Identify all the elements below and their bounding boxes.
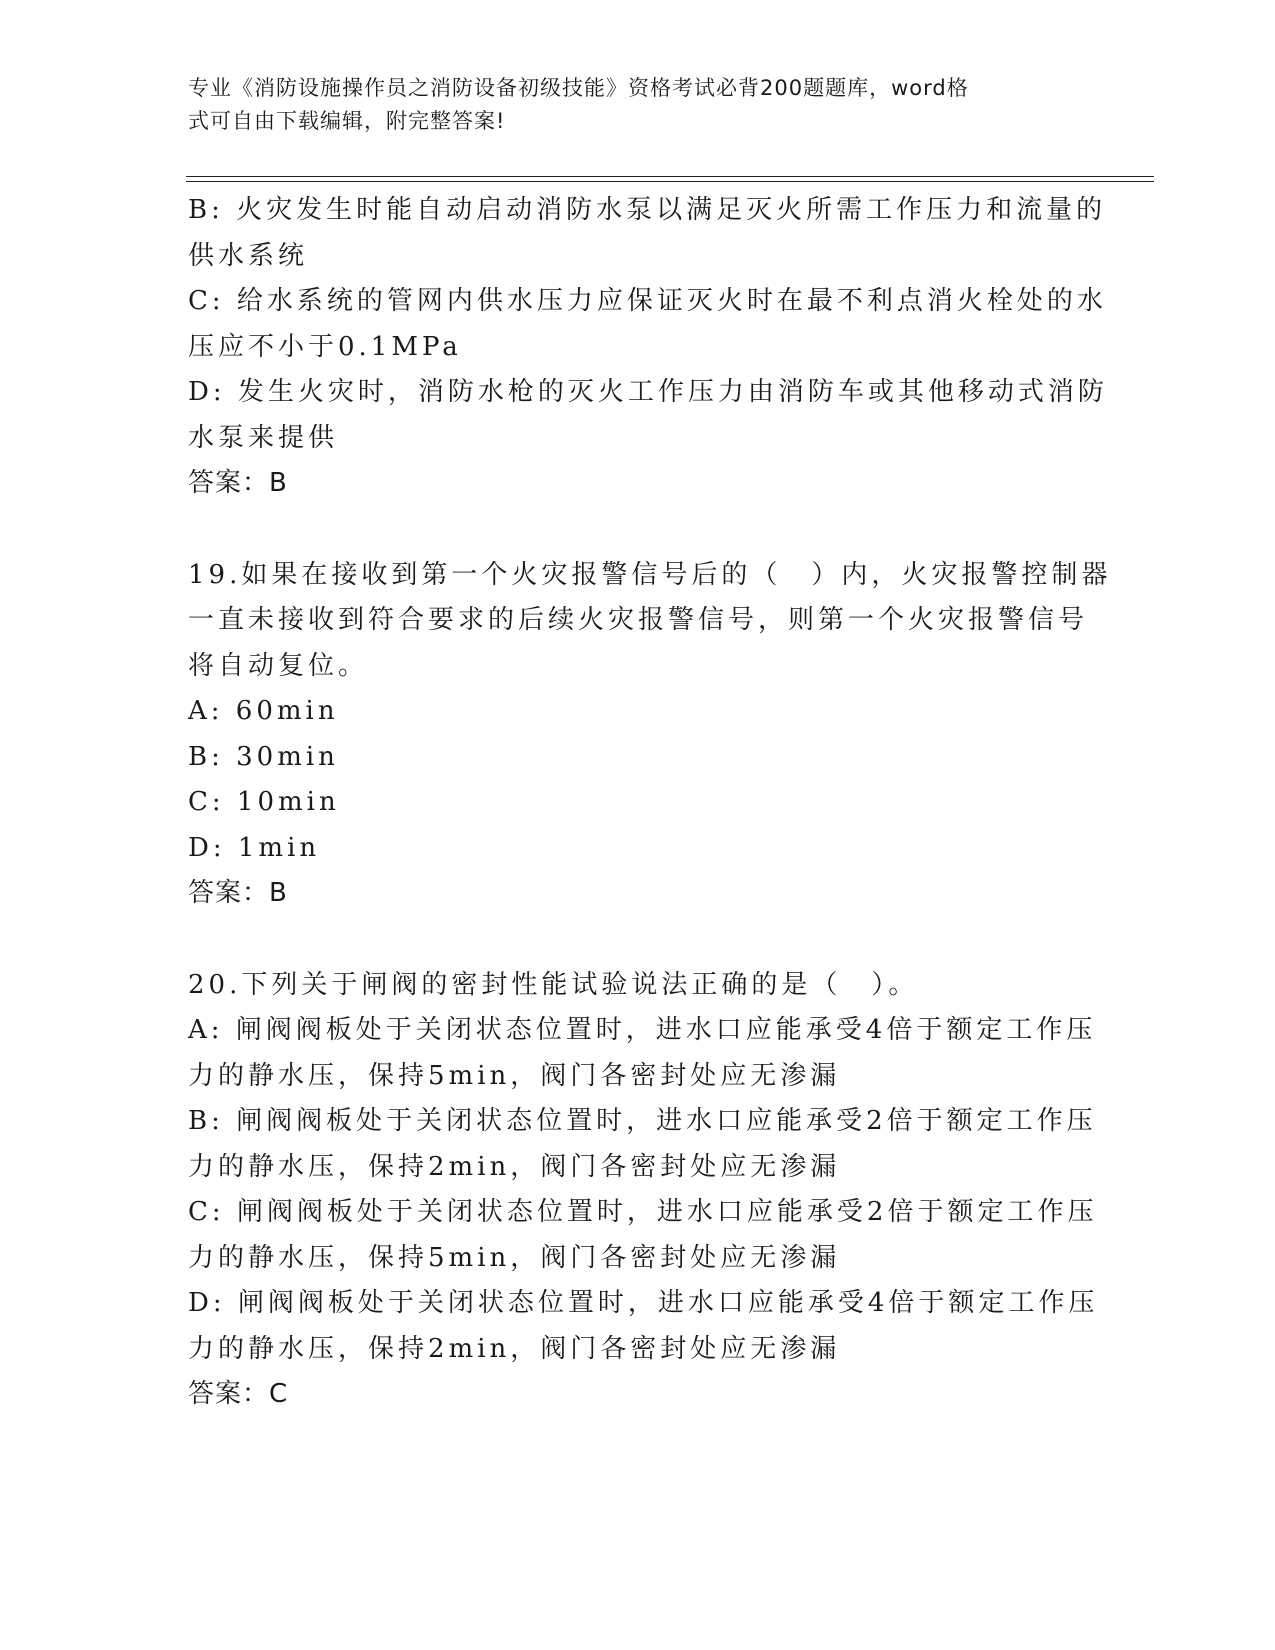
q20-option-d-line-2: 力的静水压，保持2min，阀门各密封处应无渗漏 [188, 1333, 841, 1364]
spacer [188, 507, 1078, 553]
question-20 [188, 963, 1099, 1418]
q18-answer: 答案：B [188, 468, 288, 498]
question-18-continued [188, 188, 1108, 507]
document-body [188, 188, 1112, 1418]
q20-option-c-line-1: C: 闸阀阀板处于关闭状态位置时，进水口应能承受2倍于额定工作压 [188, 1197, 1098, 1227]
q20-option-a-line-2: 力的静水压，保持5min，阀门各密封处应无渗漏 [188, 1060, 841, 1091]
header-line-1: 专业《消防设施操作员之消防设备初级技能》资格考试必背200题题库，word格 [188, 76, 969, 100]
q19-option-b: B: 30min [188, 741, 339, 772]
page-header [188, 72, 1068, 138]
q20-answer: 答案：C [188, 1379, 289, 1409]
q20-option-a-line-1: A: 闸阀阀板处于关闭状态位置时，进水口应能承受4倍于额定工作压 [188, 1015, 1097, 1045]
header-divider-top [186, 176, 1154, 177]
q18-option-b-line-2: 供水系统 [188, 240, 309, 271]
question-19 [188, 553, 1112, 917]
q19-answer: 答案：B [188, 878, 288, 908]
q19-option-d: D: 1min [188, 832, 321, 863]
q19-stem-line-1: 19.如果在接收到第一个火灾报警信号后的（ ）内，火灾报警控制器 [188, 559, 1112, 590]
q19-stem-line-3: 将自动复位。 [188, 650, 369, 681]
q20-option-b-line-2: 力的静水压，保持2min，阀门各密封处应无渗漏 [188, 1151, 841, 1182]
q20-option-b-line-1: B: 闸阀阀板处于关闭状态位置时，进水口应能承受2倍于额定工作压 [188, 1106, 1097, 1136]
q20-option-d-line-1: D: 闸阀阀板处于关闭状态位置时，进水口应能承受4倍于额定工作压 [188, 1288, 1099, 1318]
q18-option-c-line-2: 压应不小于0.1MPa [188, 331, 462, 362]
q19-stem-line-2: 一直未接收到符合要求的后续火灾报警信号，则第一个火灾报警信号 [188, 605, 1089, 635]
q19-option-a: A: 60min [188, 696, 339, 726]
q18-option-d-line-1: D: 发生火灾时，消防水枪的灭火工作压力由消防车或其他移动式消防 [188, 377, 1108, 407]
spacer [188, 917, 1078, 963]
q18-option-b-line-1: B: 火灾发生时能自动启动消防水泵以满足灭火所需工作压力和流量的 [188, 195, 1107, 225]
header-divider-bottom [186, 181, 1154, 182]
header-line-2: 式可自由下载编辑，附完整答案! [188, 109, 506, 133]
q19-option-c: C: 10min [188, 787, 340, 817]
q18-option-d-line-2: 水泵来提供 [188, 422, 339, 453]
q18-option-c-line-1: C: 给水系统的管网内供水压力应保证灭火时在最不利点消火栓处的水 [188, 286, 1107, 316]
q20-option-c-line-2: 力的静水压，保持5min，阀门各密封处应无渗漏 [188, 1242, 841, 1273]
q20-stem: 20.下列关于闸阀的密封性能试验说法正确的是（ ）。 [188, 969, 919, 1000]
